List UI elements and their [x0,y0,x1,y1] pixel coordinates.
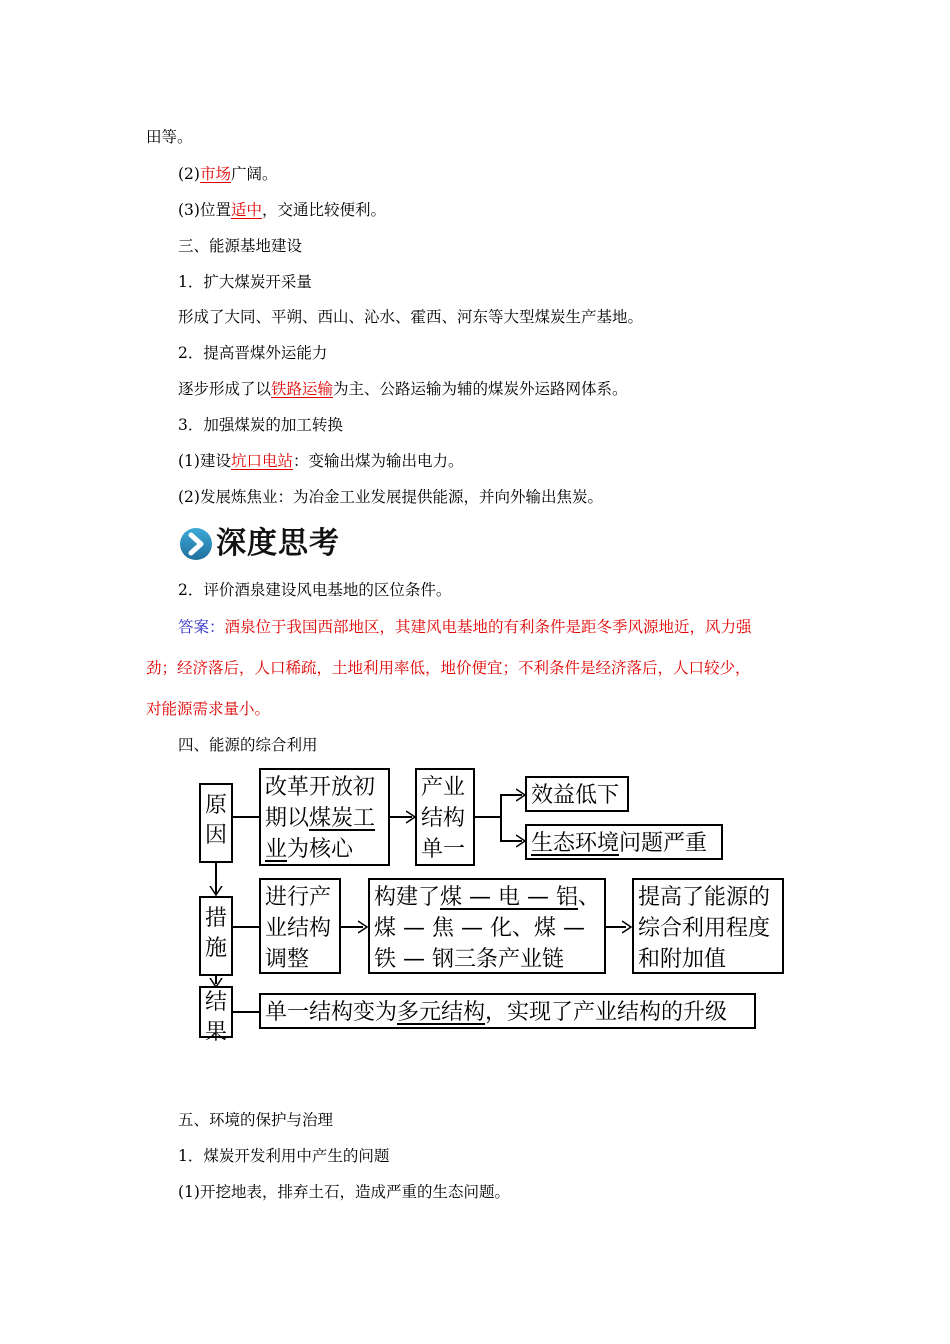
subheading: 3．加强煤炭的加工转换 [178,416,343,434]
effect-box: 效益低下 [525,776,629,812]
section-heading: 四、能源的综合利用 [178,736,318,754]
connector [233,926,260,928]
text-line: 逐步形成了以铁路运输为主、公路运输为辅的煤炭外运路网体系。 [178,380,628,398]
answer-label: 答案： [178,618,225,636]
cause-box: 改革开放初 期以煤炭工 业为核心 [259,768,390,866]
connector [500,794,502,842]
text-line: (1)建设坑口电站：变输出煤为输出电力。 [178,452,464,470]
subheading: 1．扩大煤炭开采量 [178,273,312,291]
arrow-head [622,920,632,934]
answer-line: 劲；经济落后，人口稀疏，土地利用率低，地价便宜；不利条件是经济落后，人口较少， [146,659,751,677]
question: 2．评价酒泉建设风电基地的区位条件。 [178,581,452,599]
effect-box: 生态环境问题严重 [525,824,723,860]
text-line: (1)开挖地表，排弃土石，造成严重的生态问题。 [178,1183,510,1201]
structure-box: 产业 结构 单一 [415,768,475,866]
text-line: 形成了大同、平朔、西山、沁水、霍西、河东等大型煤炭生产基地。 [178,308,644,326]
deep-thinking-banner [180,524,356,564]
cause-label: 原 因 [199,783,233,863]
result-box: 单一结构变为多元结构，实现了产业结构的升级 [259,993,756,1029]
connector [233,816,260,818]
measure-box: 进行产 业结构 调整 [259,878,341,974]
answer-line: 答案：酒泉位于我国西部地区，其建风电基地的有利条件是距冬季风源地近，风力强 [178,618,752,636]
answer-line: 对能源需求量小。 [146,700,271,718]
measure-label: 措 施 [199,896,233,976]
subheading: 1．煤炭开发利用中产生的问题 [178,1147,390,1165]
result-label: 结 果 [199,986,233,1038]
chevron-right-icon [180,528,212,560]
answer-fill: 铁路运输 [271,380,334,398]
answer-fill: 适中 [230,201,262,219]
subheading: 2．提高晋煤外运能力 [178,344,328,362]
section-heading: 五、环境的保护与治理 [178,1111,334,1129]
arrow-head [209,886,223,896]
connector [475,816,501,818]
banner-title: 深度思考 [216,526,340,561]
answer-fill: 市场 [199,165,231,183]
connector [233,1011,260,1013]
answer-fill: 坑口电站 [230,452,293,470]
text-line: (2)发展炼焦业：为冶金工业发展提供能源，并向外输出焦炭。 [178,488,603,506]
arrow-head [358,920,368,934]
text-line: (2)市场广阔。 [178,165,278,183]
text-line: 田等。 [146,128,193,146]
industry-chain-box: 构建了煤 — 电 — 铝、 煤 — 焦 — 化、煤 — 铁 — 钢三条产业链 [368,878,606,974]
outcome-box: 提高了能源的 综合利用程度 和附加值 [632,878,784,974]
text-line: (3)位置适中，交通比较便利。 [178,201,386,219]
section-heading: 三、能源基地建设 [178,237,303,255]
